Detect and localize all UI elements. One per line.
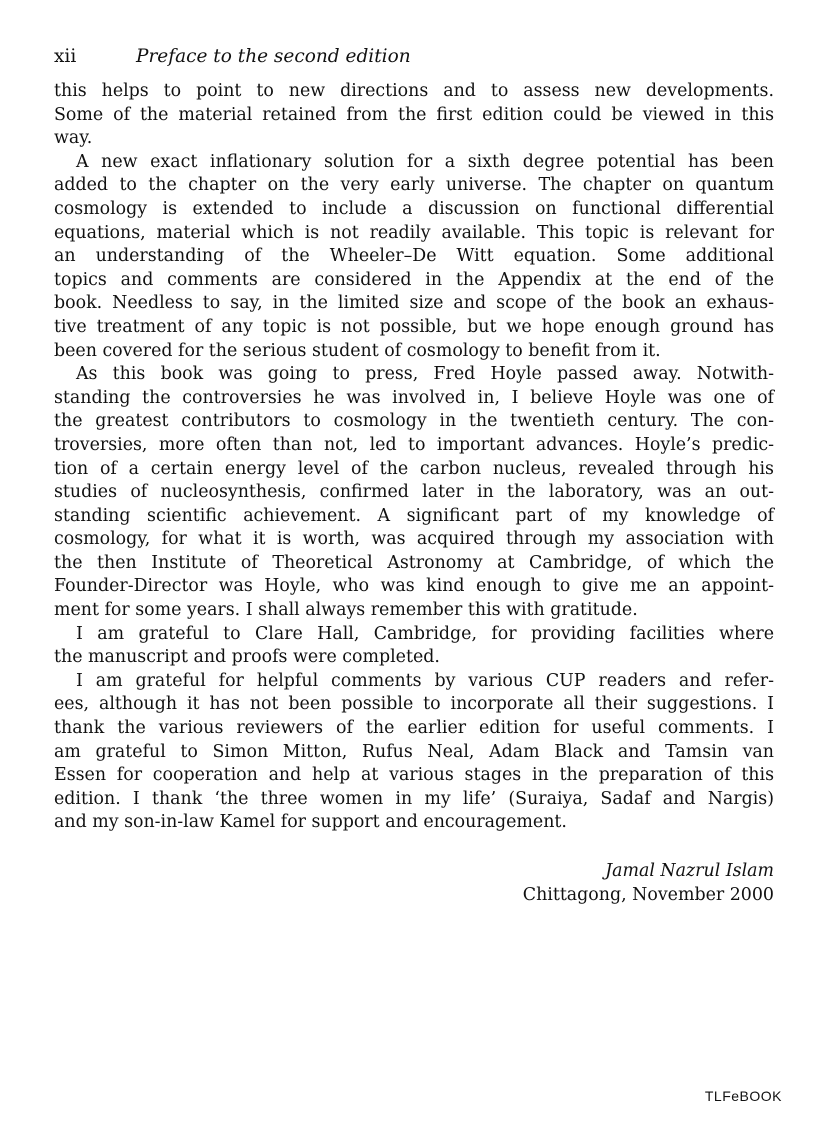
text-line: the greatest contributors to cosmology in the twentieth century. The con-	[54, 411, 774, 432]
text-line: and my son-in-law Kamel for support and encouragement.	[54, 812, 567, 833]
author-name: Jamal Nazrul Islam	[605, 861, 774, 881]
text-line: I am grateful to Clare Hall, Cambridge, for providing facilities where	[76, 623, 774, 644]
text-line: tion of a certain energy level of the carbon nucleus, revealed through his	[54, 458, 774, 479]
text-line: thank the various reviewers of the earlier edition for useful comments. I	[54, 718, 774, 739]
text-line: tive treatment of any topic is not possible, but we hope enough ground has	[54, 316, 774, 337]
text-line: this helps to point to new directions and to assess new developments.	[54, 81, 774, 101]
text-line: ment for some years. I shall always remember this with gratitude.	[54, 600, 638, 621]
page-header	[54, 44, 774, 70]
text-line: equations, material which is not readily available. This topic is relevant for	[54, 222, 774, 243]
footer-watermark: TLFeBOOK	[704, 1088, 782, 1104]
text-line: the then Institute of Theoretical Astronomy at Cambridge, of which the	[54, 552, 774, 573]
text-line: added to the chapter on the very early universe. The chapter on quantum	[54, 175, 774, 196]
text-line: cosmology is extended to include a discussion on functional differential	[54, 198, 774, 219]
text-line: been covered for the serious student of cosmology to benefit from it.	[54, 340, 661, 361]
text-line: studies of nucleosynthesis, confirmed later in the laboratory, was an out-	[54, 482, 774, 503]
text-line: an understanding of the Wheeler–De Witt equation. Some additional	[54, 246, 774, 267]
text-line: the manuscript and proofs were completed.	[54, 647, 440, 668]
text-line: Founder-Director was Hoyle, who was kind enough to give me an appoint-	[54, 576, 774, 597]
text-line: As this book was going to press, Fred Hoyle passed away. Notwith-	[76, 364, 774, 385]
text-line: topics and comments are considered in the Appendix at the end of the	[54, 269, 774, 290]
text-line: Some of the material retained from the first edition could be viewed in this	[54, 104, 774, 125]
text-line: edition. I thank ‘the three women in my life’ (Suraiya, Sadaf and Nargis)	[54, 788, 774, 809]
text-line: standing scientific achievement. A significant part of my knowledge of	[54, 505, 774, 526]
text-line: book. Needless to say, in the limited size and scope of the book an exhaus-	[54, 293, 774, 314]
preface-body	[54, 80, 774, 835]
author-signature	[523, 859, 774, 907]
running-title: Preface to the second edition	[136, 46, 411, 67]
text-line: standing the controversies he was involved in, I believe Hoyle was one of	[54, 387, 774, 408]
text-line: A new exact inflationary solution for a sixth degree potential has been	[76, 151, 774, 172]
text-line: cosmology, for what it is worth, was acquired through my association with	[54, 529, 774, 550]
text-line: am grateful to Simon Mitton, Rufus Neal, Adam Black and Tamsin van	[54, 741, 774, 762]
place-date: Chittagong, November 2000	[522, 885, 774, 905]
text-line: ees, although it has not been possible to incorporate all their suggestions. I	[54, 694, 774, 715]
text-line: way.	[54, 128, 93, 149]
page-number: xii	[54, 46, 77, 67]
text-line: Essen for cooperation and help at various stages in the preparation of this	[54, 765, 774, 786]
text-line: troversies, more often than not, led to important advances. Hoyle’s predic-	[54, 434, 774, 455]
text-line: I am grateful for helpful comments by various CUP readers and refer-	[76, 670, 774, 691]
